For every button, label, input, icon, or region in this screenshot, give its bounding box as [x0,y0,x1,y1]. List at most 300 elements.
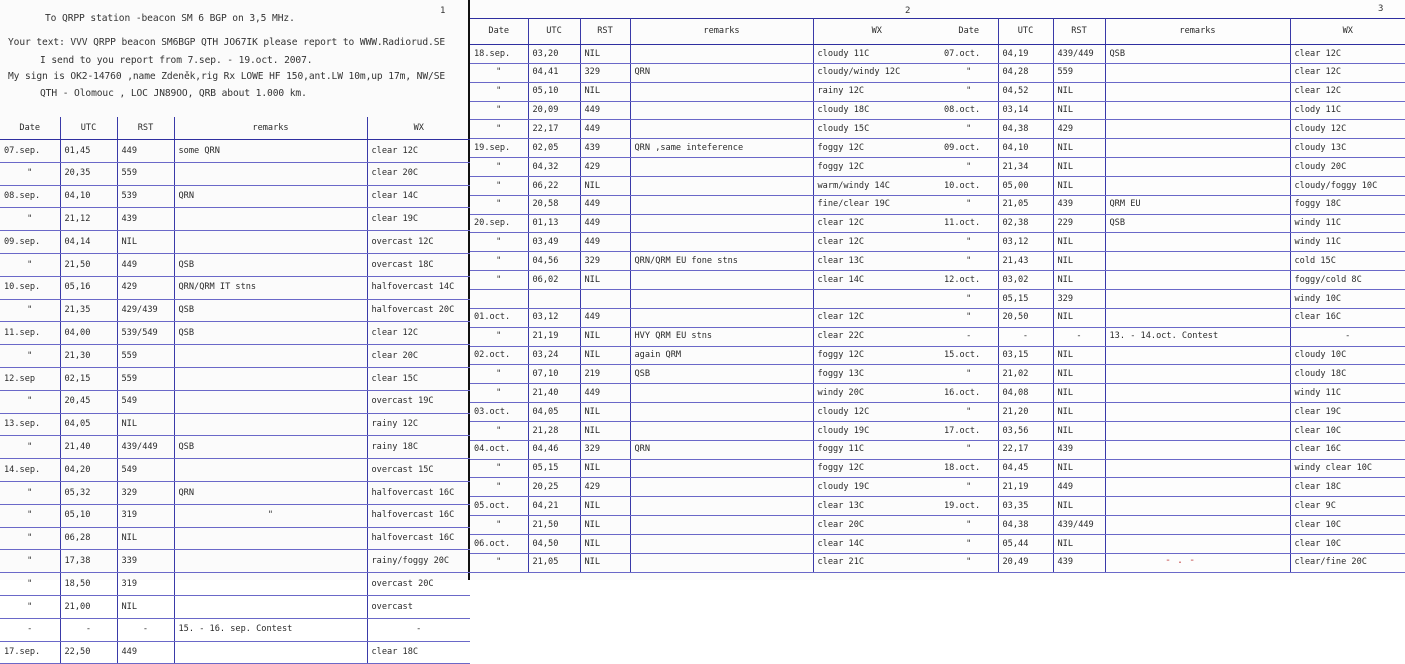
column-header-date: Date [470,18,528,45]
cell-utc: 04,19 [998,45,1053,64]
cell-wx: clear 10C [1290,421,1405,440]
cell-wx: overcast 12C [367,231,470,254]
cell-date: " [940,478,998,497]
cell-remarks: QRN [174,185,367,208]
cell-remarks [1105,478,1290,497]
cell-utc: 03,24 [528,346,580,365]
cell-date: 08.sep. [0,185,60,208]
cell-rst: 559 [117,345,174,368]
table-row [470,384,940,403]
cell-utc: 04,14 [60,231,117,254]
cell-remarks [1105,233,1290,252]
cell-wx: halfovercast 14C [367,276,470,299]
cell-remarks [1105,553,1290,572]
cell-date: " [0,550,60,573]
table-row [0,140,470,163]
table-row [0,322,470,345]
cell-wx: clear 9C [1290,497,1405,516]
cell-rst: NIL [1053,158,1105,177]
cell-remarks [1105,63,1290,82]
cell-utc: 04,50 [528,534,580,553]
cell-utc: 04,10 [60,185,117,208]
cell-date: " [0,208,60,231]
table-row [940,478,1405,497]
table-row [940,289,1405,308]
cell-utc: 06,02 [528,271,580,290]
cell-date: 18.sep. [470,45,528,64]
column-header-rst: RST [117,117,174,140]
table-row [0,481,470,504]
cell-wx: clear 18C [1290,478,1405,497]
cell-date: 10.sep. [0,276,60,299]
cell-utc: 04,41 [528,63,580,82]
column-header-date: Date [940,18,998,45]
cell-remarks: " [174,504,367,527]
cell-rst: 439/449 [1053,45,1105,64]
cell-rst: 429 [580,158,630,177]
cell-date: " [940,440,998,459]
cell-rst: 449 [580,233,630,252]
cell-rst: 449 [117,641,174,664]
cell-date: " [470,421,528,440]
column-header-remarks: remarks [1105,18,1290,45]
cell-remarks [630,516,813,535]
cell-rst: NIL [580,421,630,440]
cell-utc: 06,28 [60,527,117,550]
cell-date: " [0,595,60,618]
cell-date: " [470,195,528,214]
cell-date: " [940,553,998,572]
cell-wx: foggy 11C [813,440,940,459]
table-row [470,478,940,497]
cell-utc: 21,43 [998,252,1053,271]
cell-rst: NIL [1053,421,1105,440]
cell-utc: 20,25 [528,478,580,497]
table-row [940,308,1405,327]
cell-utc: - [60,618,117,641]
cell-wx: cloudy 20C [1290,158,1405,177]
table-row [470,195,940,214]
cell-remarks: again QRM [630,346,813,365]
table-row [470,120,940,139]
cell-rst: NIL [580,327,630,346]
cell-date: 17.oct. [940,421,998,440]
cell-wx: cloudy 15C [813,120,940,139]
header-line-4: My sign is OK2-14760 ,name Zdeněk,rig Rx LOWE HF 150,ant.LW 10m,up 17m, NW/SE [8,71,446,82]
cell-date: 19.oct. [940,497,998,516]
cell-remarks: some QRN [174,140,367,163]
cell-wx: clear 10C [1290,534,1405,553]
cell-wx: clear 14C [813,534,940,553]
table-row [470,421,940,440]
cell-date: 09.sep. [0,231,60,254]
cell-remarks [630,403,813,422]
column-header-date: Date [0,117,60,140]
table-row [940,176,1405,195]
table-row [940,233,1405,252]
table-row [470,101,940,120]
header-line-3: I send to you report from 7.sep. - 19.oct. 2007. [40,55,313,66]
cell-remarks: QRN [630,63,813,82]
cell-remarks [1105,271,1290,290]
cell-remarks [174,550,367,573]
cell-utc: 04,20 [60,459,117,482]
table-row [470,346,940,365]
cell-wx: foggy 12C [813,459,940,478]
cell-date: - [0,618,60,641]
cell-remarks [1105,252,1290,271]
cell-date: " [470,365,528,384]
header-line-5: QTH - Olomouc , LOC JN89OO, QRB about 1.000 km. [40,88,307,99]
cell-date: 08.oct. [940,101,998,120]
cell-date: " [940,158,998,177]
cell-wx: clear 18C [367,641,470,664]
table-row [940,82,1405,101]
cell-remarks [174,208,367,231]
cell-remarks [1105,534,1290,553]
cell-remarks [630,195,813,214]
cell-remarks [1105,120,1290,139]
cell-rst: 449 [117,140,174,163]
cell-rst: NIL [1053,233,1105,252]
cell-date: " [470,553,528,572]
cell-date: " [470,459,528,478]
table-row [470,327,940,346]
page-number-1: 1 [440,6,446,16]
column-header-remarks: remarks [630,18,813,45]
log-table-page-3 [940,18,1405,573]
table-row [470,271,940,290]
cell-remarks [630,82,813,101]
cell-rst: 429/439 [117,299,174,322]
cell-utc: 21,50 [60,253,117,276]
cell-utc: 21,30 [60,345,117,368]
cell-wx: clear 21C [813,553,940,572]
table-row [940,139,1405,158]
cell-remarks [1105,82,1290,101]
table-row [0,618,470,641]
cell-remarks: QRN ,same inteference [630,139,813,158]
cell-utc: 02,38 [998,214,1053,233]
cell-utc: 04,28 [998,63,1053,82]
cell-utc: 05,10 [528,82,580,101]
cell-remarks [1105,403,1290,422]
column-header-rst: RST [1053,18,1105,45]
cell-rst: 449 [580,120,630,139]
cell-rst: NIL [1053,271,1105,290]
cell-utc: 21,28 [528,421,580,440]
cell-utc: 21,02 [998,365,1053,384]
table-row [470,308,940,327]
cell-remarks [630,459,813,478]
cell-wx: fine/clear 19C [813,195,940,214]
column-header-wx: WX [367,117,470,140]
cell-remarks: HVY QRM EU stns [630,327,813,346]
cell-wx: clear 10C [1290,516,1405,535]
cell-wx: clody 11C [1290,101,1405,120]
cell-rst: NIL [1053,534,1105,553]
table-row [940,346,1405,365]
cell-utc: 21,19 [998,478,1053,497]
table-row [940,195,1405,214]
cell-rst: NIL [580,553,630,572]
cell-rst: 329 [1053,289,1105,308]
cell-remarks: QSB [174,436,367,459]
cell-rst: 449 [1053,478,1105,497]
cell-date: " [0,299,60,322]
cell-wx: overcast 18C [367,253,470,276]
cell-date: " [470,158,528,177]
cell-utc: 03,12 [998,233,1053,252]
cell-remarks [1105,289,1290,308]
cell-wx: clear/fine 20C [1290,553,1405,572]
cell-utc: 22,17 [528,120,580,139]
cell-date: " [940,195,998,214]
cell-rst: 439/449 [117,436,174,459]
cell-wx: - [367,618,470,641]
cell-wx: clear 16C [1290,308,1405,327]
table-row [0,436,470,459]
table-row [940,120,1405,139]
cell-date: " [940,63,998,82]
cell-remarks: QRN [630,440,813,459]
cell-rst: NIL [1053,139,1105,158]
cell-remarks [174,527,367,550]
cell-wx: clear 12C [813,214,940,233]
table-row [0,573,470,596]
cell-utc: 20,50 [998,308,1053,327]
cell-remarks [1105,365,1290,384]
table-row [940,497,1405,516]
cell-utc: 04,21 [528,497,580,516]
cell-rst: 439/449 [1053,516,1105,535]
cell-utc: 21,20 [998,403,1053,422]
cell-remarks: QSB [174,299,367,322]
table-row [0,345,470,368]
table-row [470,82,940,101]
cell-wx: overcast 15C [367,459,470,482]
table-row [470,534,940,553]
table-row [470,459,940,478]
cell-utc: 21,12 [60,208,117,231]
column-header-wx: WX [1290,18,1405,45]
cell-utc: 04,32 [528,158,580,177]
cell-remarks: QRN/QRM IT stns [174,276,367,299]
column-header-wx: WX [813,18,940,45]
cell-utc: 04,10 [998,139,1053,158]
column-header-utc: UTC [60,117,117,140]
cell-wx: foggy 18C [1290,195,1405,214]
cell-rst: 429 [1053,120,1105,139]
table-row [0,208,470,231]
cell-rst: 329 [580,440,630,459]
cell-remarks [174,459,367,482]
cell-wx: foggy/cold 8C [1290,271,1405,290]
cell-wx: clear 13C [813,497,940,516]
table-header-row [0,117,470,140]
cell-date: " [940,365,998,384]
cell-remarks: QSB [174,253,367,276]
table-row [470,553,940,572]
cell-rst: 449 [580,101,630,120]
cell-date: " [0,390,60,413]
cell-wx: clear 19C [1290,403,1405,422]
cell-wx: warm/windy 14C [813,176,940,195]
cell-remarks [630,233,813,252]
cell-date: " [0,436,60,459]
cell-wx: clear 19C [367,208,470,231]
cell-remarks [1105,459,1290,478]
cell-rst: - [117,618,174,641]
cell-date: " [470,252,528,271]
cell-wx: - [1290,327,1405,346]
cell-remarks [1105,421,1290,440]
cell-remarks [630,45,813,64]
table-row [0,367,470,390]
cell-remarks [630,497,813,516]
cell-utc: 04,38 [998,516,1053,535]
cell-utc: 20,49 [998,553,1053,572]
cell-wx: halfovercast 16C [367,527,470,550]
cell-utc: 05,32 [60,481,117,504]
cell-remarks [174,595,367,618]
column-header-utc: UTC [998,18,1053,45]
cell-date: " [0,527,60,550]
cell-remarks [1105,384,1290,403]
cell-utc: 06,22 [528,176,580,195]
cell-remarks [630,214,813,233]
cell-rst: NIL [1053,82,1105,101]
table-row [0,413,470,436]
cell-date: " [0,481,60,504]
cell-wx: overcast [367,595,470,618]
cell-wx: clear 20C [367,345,470,368]
table-row [0,504,470,527]
cell-wx: cold 15C [1290,252,1405,271]
cell-wx: cloudy/windy 12C [813,63,940,82]
cell-utc: - [998,327,1053,346]
cell-rst [580,289,630,308]
cell-utc: 04,45 [998,459,1053,478]
column-header-utc: UTC [528,18,580,45]
table-row [0,231,470,254]
table-row [470,176,940,195]
cell-remarks [1105,308,1290,327]
cell-wx: cloudy 18C [813,101,940,120]
cell-remarks [1105,516,1290,535]
cell-rst: NIL [580,82,630,101]
cell-wx: halfovercast 16C [367,504,470,527]
cell-date: " [940,403,998,422]
cell-wx: windy clear 10C [1290,459,1405,478]
cell-rst: 449 [580,308,630,327]
cell-rst: NIL [1053,308,1105,327]
cell-rst: NIL [117,413,174,436]
cell-utc: 17,38 [60,550,117,573]
cell-remarks [1105,158,1290,177]
cell-rst: 429 [580,478,630,497]
cell-remarks [630,308,813,327]
table-row [940,327,1405,346]
cell-utc: 02,15 [60,367,117,390]
cell-wx: clear 22C [813,327,940,346]
table-row [940,45,1405,64]
cell-utc: 04,46 [528,440,580,459]
cell-wx: clear 14C [813,271,940,290]
cell-date: - [940,327,998,346]
table-row [940,214,1405,233]
cell-utc: 03,14 [998,101,1053,120]
cell-rst: 559 [1053,63,1105,82]
cell-rst: 229 [1053,214,1105,233]
cell-utc: 03,20 [528,45,580,64]
cell-utc: 04,05 [528,403,580,422]
log-table-page-1 [0,117,470,664]
table-row [0,390,470,413]
cell-remarks: QRM EU [1105,195,1290,214]
cell-date: 04.oct. [470,440,528,459]
table-row [470,289,940,308]
cell-wx: cloudy 12C [1290,120,1405,139]
cell-rst: NIL [1053,497,1105,516]
cell-utc: 21,00 [60,595,117,618]
footer-mark: - . - [1165,555,1196,566]
cell-date: 05.oct. [470,497,528,516]
cell-wx: clear 20C [813,516,940,535]
header-line-1: To QRPP station -beacon SM 6 BGP on 3,5 MHz. [45,13,295,24]
table-row [940,440,1405,459]
cell-rst: NIL [580,534,630,553]
cell-date: " [940,308,998,327]
cell-rst: NIL [580,176,630,195]
cell-wx: cloudy 19C [813,421,940,440]
cell-utc: 03,15 [998,346,1053,365]
cell-date: " [0,162,60,185]
table-row [470,139,940,158]
table-row [0,459,470,482]
cell-wx: clear 12C [1290,63,1405,82]
cell-date: " [940,516,998,535]
table-row [0,276,470,299]
cell-rst: 429 [117,276,174,299]
table-row [0,595,470,618]
cell-date: 09.oct. [940,139,998,158]
cell-rst: NIL [580,45,630,64]
cell-date: 11.oct. [940,214,998,233]
table-row [940,158,1405,177]
table-row [470,252,940,271]
cell-wx: cloudy 11C [813,45,940,64]
cell-remarks [174,345,367,368]
cell-utc: 04,08 [998,384,1053,403]
cell-rst: NIL [1053,346,1105,365]
cell-remarks [630,289,813,308]
cell-rst: NIL [580,516,630,535]
table-row [940,101,1405,120]
cell-date: 03.oct. [470,403,528,422]
cell-date: " [940,252,998,271]
cell-remarks [174,641,367,664]
cell-remarks: 15. - 16. sep. Contest [174,618,367,641]
cell-rst: NIL [117,527,174,550]
cell-rst: 549 [117,390,174,413]
cell-utc: 05,15 [528,459,580,478]
table-row [940,516,1405,535]
table-row [0,162,470,185]
cell-utc: 03,02 [998,271,1053,290]
cell-remarks: QSB [1105,45,1290,64]
cell-remarks [1105,101,1290,120]
